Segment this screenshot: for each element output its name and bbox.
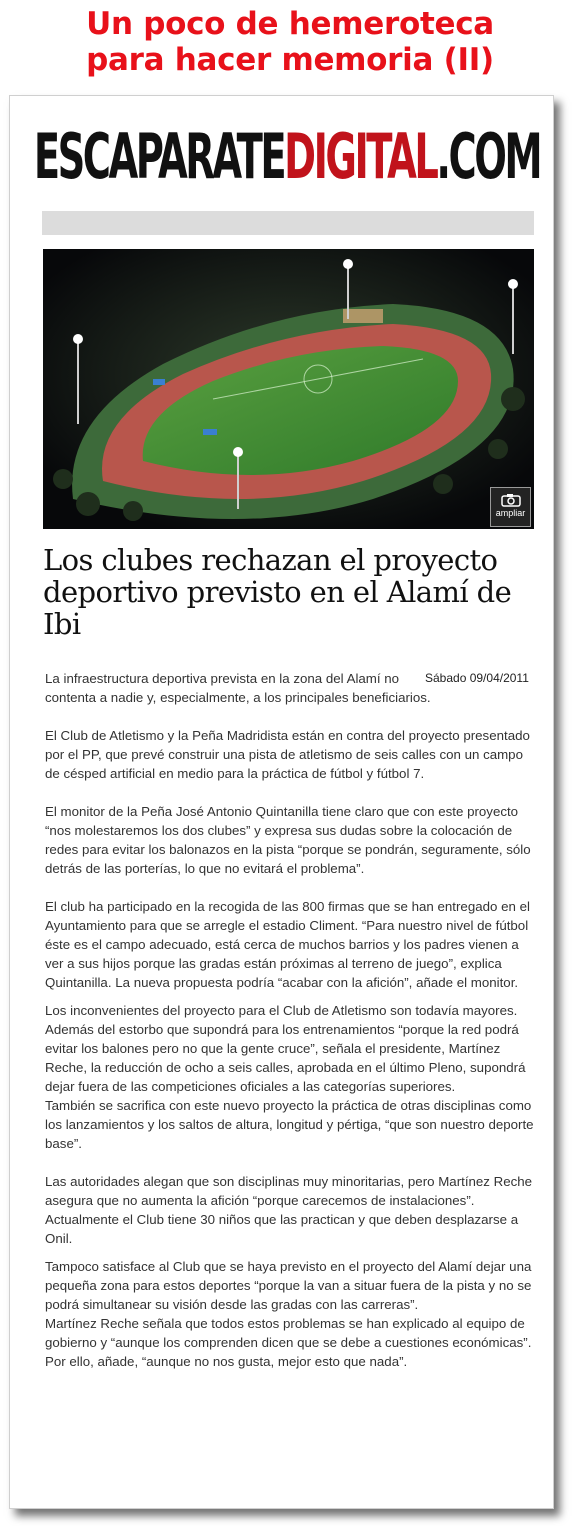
article-paragraph: El monitor de la Peña José Antonio Quintanilla tiene claro que con este proyecto “nos molestaremos los dos clubes” y expresa sus dudas sobre la colocación de redes para evitar los balonazos en la pista “porque se pondrán, seguramente, sólo detrás de las porterías, lo que no evitará el problema”. bbox=[45, 804, 531, 876]
article-body bbox=[45, 669, 537, 1371]
article-paragraph: Tampoco satisface al Club que se haya previsto en el proyecto del Alamí dejar una pequeña zona para estos deportes “porque la van a situar fuera de la pista y no se podrá simultanear su visión desde las gradas con las carreras”. bbox=[45, 1259, 532, 1312]
page-header-title bbox=[0, 6, 580, 78]
article-paragraph: El club ha participado en la recogida de las 800 firmas que se han entregado en el Ayuntamiento para que se arregle el estadio Climent. “Para nuestro nivel de fútbol éste es el campo adecuado, está cerca de muchos barrios y los padres vienen a ver a sus hijos porque las gradas están próximas al terreno de juego”, explica Quintanilla. La nueva propuesta podría “acabar con la afición”, añade el monitor. bbox=[45, 899, 530, 990]
camera-icon bbox=[501, 493, 521, 507]
article-paragraph: Los inconvenientes del proyecto para el Club de Atletismo son todavía mayores. Además del estorbo que supondrá para los entrenamientos “porque la red podrá evitar los balones pero no que la gente cruce”, señala el presidente, Martínez Reche, la reducción de ocho a seis calles, aprobada en el último Pleno, supondrá dejar fuera de las competiciones oficiales a las categorías superiores. bbox=[45, 1003, 526, 1094]
header-line-2: para hacer memoria (II) bbox=[86, 42, 494, 78]
stadium-render-image[interactable] bbox=[43, 249, 534, 529]
logo-part-escaparate: ESCAPARATE bbox=[33, 120, 285, 193]
article-paragraph: Las autoridades alegan que son disciplinas muy minoritarias, pero Martínez Reche asegura que no aumenta la afición “porque carecemos de instalaciones”. Actualmente el Club tiene 30 niños que las practican y que deben desplazarse a Onil. bbox=[45, 1174, 533, 1246]
newspaper-clipping bbox=[9, 95, 554, 1509]
navigation-bar bbox=[42, 211, 534, 235]
stadium-illustration bbox=[43, 249, 534, 529]
header-line-1: Un poco de hemeroteca bbox=[86, 6, 494, 42]
article-headline: Los clubes rechazan el proyecto deportivo previsto en el Alamí de Ibi bbox=[43, 543, 512, 641]
article-paragraph: El Club de Atletismo y la Peña Madridista están en contra del proyecto presentado por el PP, que prevé construir una pista de atletismo de seis calles con un campo de césped artificial en medio para la práctica de fútbol y fútbol 7. bbox=[45, 728, 530, 781]
article-paragraph: Martínez Reche señala que todos estos problemas se han explicado al equipo de gobierno y “aunque los comprenden dicen que se debe a cuestiones económicas”. Por ello, añade, “aunque no nos gusta, mejor esto que nada”. bbox=[45, 1316, 532, 1369]
logo-part-com: .COM bbox=[436, 120, 541, 193]
article-date: Sábado 09/04/2011 bbox=[425, 671, 529, 685]
article-lead-rest: contenta a nadie y, especialmente, a los principales beneficiarios. bbox=[45, 690, 431, 705]
logo-part-digital: DIGITAL bbox=[284, 120, 437, 193]
enlarge-label: ampliar bbox=[495, 508, 526, 518]
enlarge-button[interactable] bbox=[490, 487, 531, 527]
site-logo[interactable] bbox=[33, 120, 541, 193]
article-lead-first-line: La infraestructura deportiva prevista en la zona del Alamí no bbox=[45, 671, 400, 686]
article-paragraph: También se sacrifica con este nuevo proyecto la práctica de otras disciplinas como los lanzamientos y los saltos de altura, longitud y pértiga, “que son nuestro deporte base”. bbox=[45, 1098, 534, 1151]
